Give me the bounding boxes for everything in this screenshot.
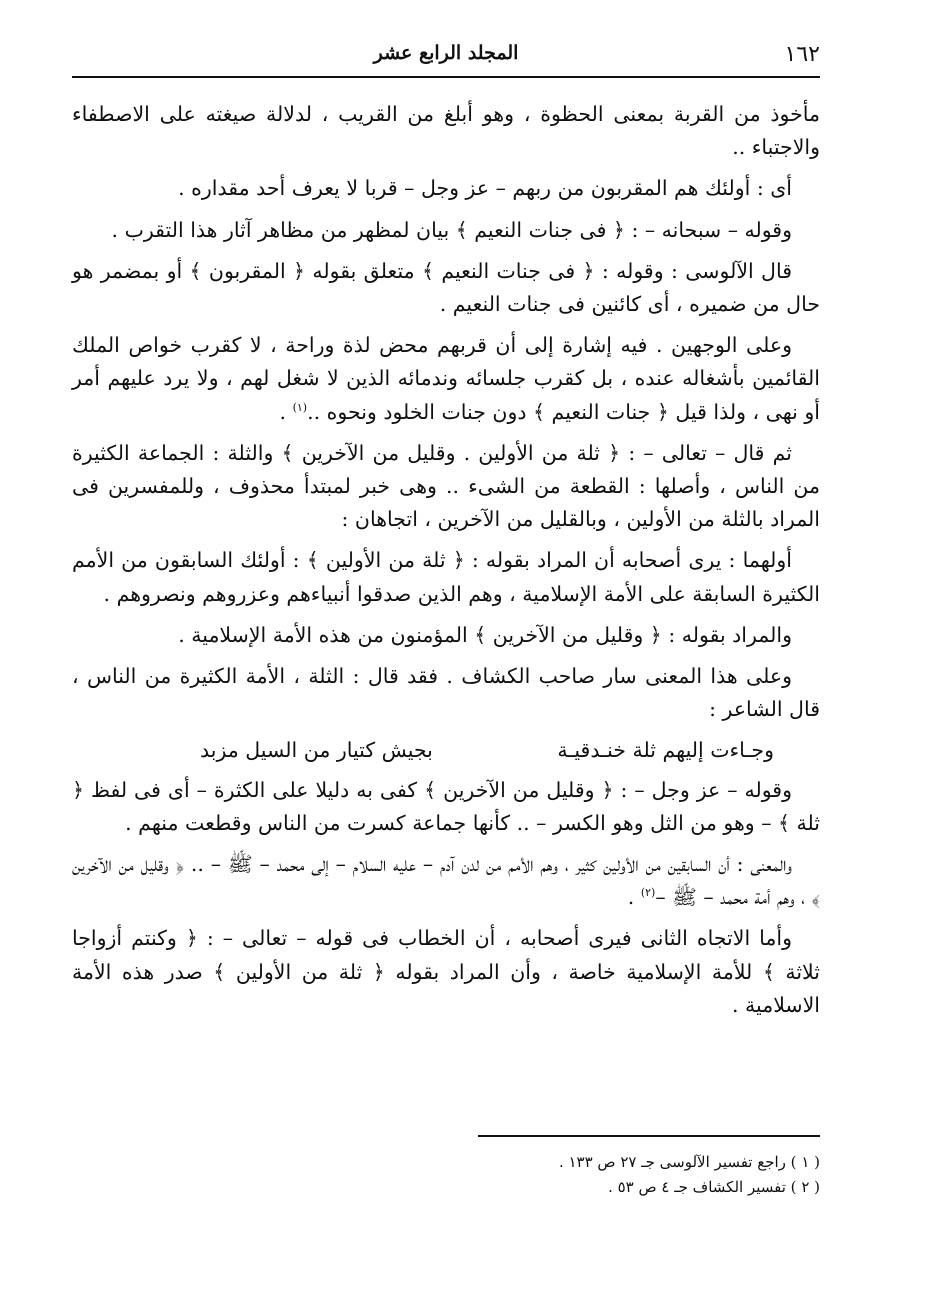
footnote-rule bbox=[478, 1135, 820, 1137]
footnote-ref-2: (٢) bbox=[640, 886, 656, 900]
paragraph-6: ثم قال – تعالى – : ﴿ ثلة من الأولين . وقليل من الآخرين ﴾ والثلة : الجماعة الكثيرة من الناس ، وأصلها : القطعة من الشىء .. وهى خبر لمبتدأ محذوف ، وللمفسرين فى المراد بالثلة من الأولين ، وبالقليل من الآخرين ، اتجاهان : bbox=[72, 440, 820, 532]
paragraph-3: وقوله – سبحانه – : ﴿ فى جنات النعيم ﴾ بيان لمظهر من مظاهر آثار هذا التقرب . bbox=[111, 217, 792, 242]
body-text bbox=[72, 98, 820, 1030]
paragraph-12: وأما الاتجاه الثانى فيرى أصحابه ، أن الخطاب فى قوله – تعالى – : ﴿ وكنتم أزواجا ثلاثة ﴾ للأمة الإسلامية خاصة ، وأن المراد بقوله ﴿ ثلة من الأولين ﴾ صدر هذه الأمة الاسلامية . bbox=[72, 926, 820, 1017]
footnote-2: ( ٢ ) تفسير الكشاف جـ ٤ ص ٥٣ . bbox=[608, 1178, 820, 1196]
paragraph-7: أولهما : يرى أصحابه أن المراد بقوله : ﴿ ثلة من الأولين ﴾ : أولئك السابقون من الأمم الكثيرة السابقة على الأمة الإسلامية ، وهم الذين صدقوا أنبياءهم وعزروهم ونصروهم . bbox=[72, 548, 820, 606]
footnotes bbox=[400, 1150, 820, 1200]
paragraph-11-text: والمعنى : أن السابقين من الأولين كثير ، وهم الأمم من لدن آدم – عليه السلام – إلى محمد – ﷺ – .. ﴿ وقليل من الآخرين ﴾ ، وهم أمة محمد – ﷺ – bbox=[72, 852, 820, 910]
paragraph-8: والمراد بقوله : ﴿ وقليل من الآخرين ﴾ المؤمنون من هذه الأمة الإسلامية . bbox=[178, 622, 792, 647]
page-number: ١٦٢ bbox=[784, 42, 820, 67]
paragraph-5-tail: . bbox=[279, 399, 293, 424]
header-rule bbox=[72, 76, 820, 78]
paragraph-1: مأخوذ من القربة بمعنى الحظوة ، وهو أبلغ من القريب ، لدلالة صيغته على الاصطفاء والاجتباء .. bbox=[72, 102, 820, 160]
footnote-1: ( ١ ) راجع تفسير الآلوسى جـ ٢٧ ص ١٣٣ . bbox=[558, 1153, 820, 1171]
paragraph-10: وقوله – عز وجل – : ﴿ وقليل من الآخرين ﴾ كفى به دليلا على الكثرة – أى فى لفظ ﴿ ثلة ﴾ – وهو من الثل وهو الكسر – .. كأنها جماعة كسرت من الناس وقطعت منهم . bbox=[72, 777, 820, 835]
paragraph-11-tail: . bbox=[627, 885, 641, 910]
paragraph-11 bbox=[72, 848, 820, 914]
paragraph-4: قال الآلوسى : وقوله : ﴿ فى جنات النعيم ﴾ متعلق بقوله ﴿ المقربون ﴾ أو بمضمر هو حال من ضميره ، أى كائنين فى جنات النعيم . bbox=[72, 258, 820, 317]
paragraph-5-text: وعلى الوجهين . فيه إشارة إلى أن قربهم محض لذة وراحة ، لا كقرب خواص الملك القائمين بأشغاله عنده ، بل كقرب جلسائه وندمائه الذين لا شغل لهم ، ولا يرد عليهم أمر أو نهى ، ولذا قيل ﴿ جنات النعيم ﴾ دون جنات الخلود ونحوه .. bbox=[72, 333, 820, 424]
verse-second-hemistich: بجيش كتيار من السيل مزبد bbox=[200, 738, 433, 763]
verse-first-hemistich: وجـاءت إليهم ثلة خنـدقيـة bbox=[557, 738, 774, 763]
poetry-verse bbox=[72, 734, 820, 767]
paragraph-9: وعلى هذا المعنى سار صاحب الكشاف . فقد قال : الثلة ، الأمة الكثيرة من الناس ، قال الشاعر : bbox=[72, 664, 820, 722]
paragraph-2: أى : أولئك هم المقربون من ربهم – عز وجل – قربا لا يعرف أحد مقداره . bbox=[178, 176, 792, 201]
footnote-ref-1: (١) bbox=[292, 400, 308, 414]
paragraph-5 bbox=[72, 329, 820, 429]
running-head: المجلد الرابع عشر bbox=[373, 42, 519, 64]
page-header bbox=[72, 40, 820, 78]
